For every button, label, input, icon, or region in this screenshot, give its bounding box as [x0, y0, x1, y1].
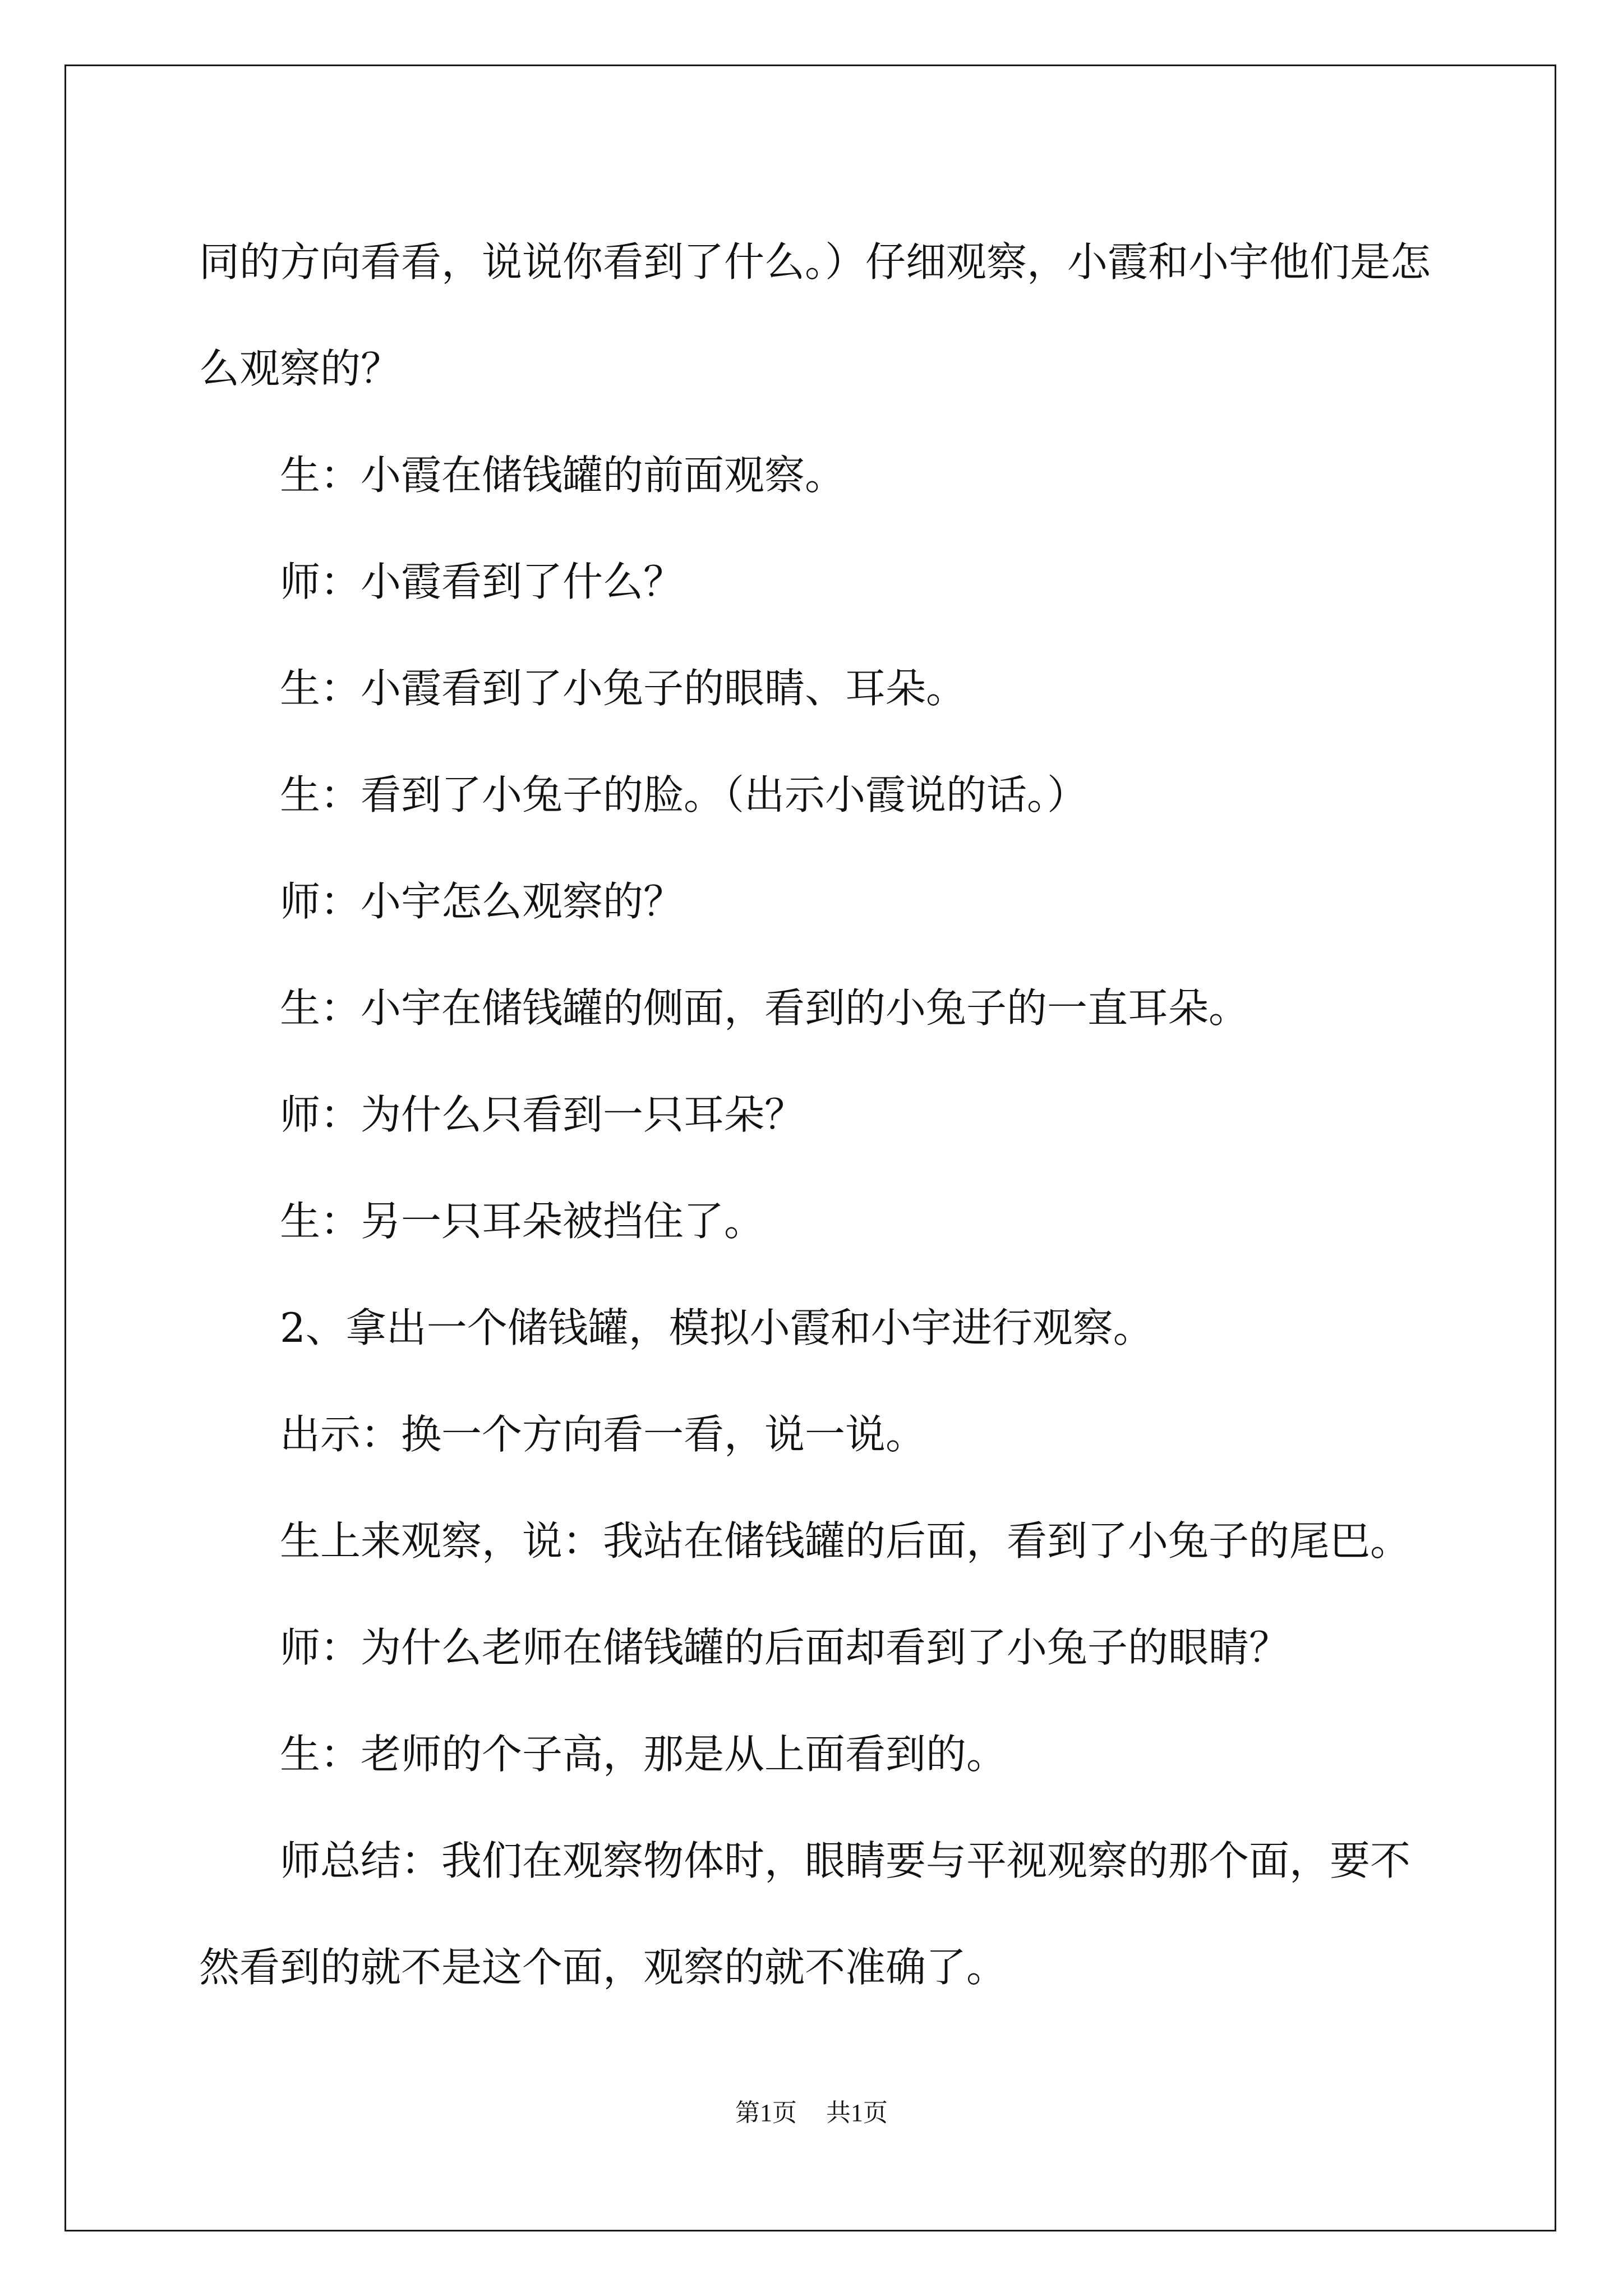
- paragraph: 出示：换一个方向看一看，说一说。: [280, 1411, 926, 1458]
- page-total: 共1页: [826, 2099, 888, 2127]
- paragraph: 生：老师的个子高，那是从上面看到的。: [280, 1731, 1007, 1778]
- page-footer: [0, 2092, 1623, 2128]
- paragraph: 师：小宇怎么观察的？: [280, 878, 684, 925]
- paragraph: 生：小霞在储钱罐的前面观察。: [280, 452, 846, 499]
- paragraph: 生：小宇在储钱罐的侧面，看到的小兔子的一直耳朵。: [280, 984, 1249, 1032]
- paragraph: 师：小霞看到了什么？: [280, 558, 684, 605]
- paragraph: 同的方向看看，说说你看到了什么。）仔细观察，小霞和小宇他们是怎么观察的？: [199, 238, 1431, 392]
- paragraph: 师总结：我们在观察物体时，眼睛要与平视观察的那个面，要不然看到的就不是这个面，观察的就不准确了。: [199, 1837, 1411, 1991]
- page-number: 第1页: [735, 2099, 797, 2127]
- document-body: [199, 209, 1433, 2021]
- paragraph: 师：为什么老师在储钱罐的后面却看到了小兔子的眼睛？: [280, 1624, 1290, 1671]
- paragraph: 师：为什么只看到一只耳朵？: [280, 1091, 805, 1138]
- paragraph: 生上来观察，说：我站在储钱罐的后面，看到了小兔子的尾巴。: [280, 1517, 1411, 1565]
- paragraph: 生：小霞看到了小兔子的眼睛、耳朵。: [280, 665, 967, 712]
- paragraph: 2、拿出一个储钱罐，模拟小霞和小宇进行观察。: [280, 1304, 1154, 1351]
- paragraph: 生：看到了小兔子的脸。（出示小霞说的话。）: [280, 771, 1088, 818]
- paragraph: 生：另一只耳朵被挡住了。: [280, 1198, 765, 1245]
